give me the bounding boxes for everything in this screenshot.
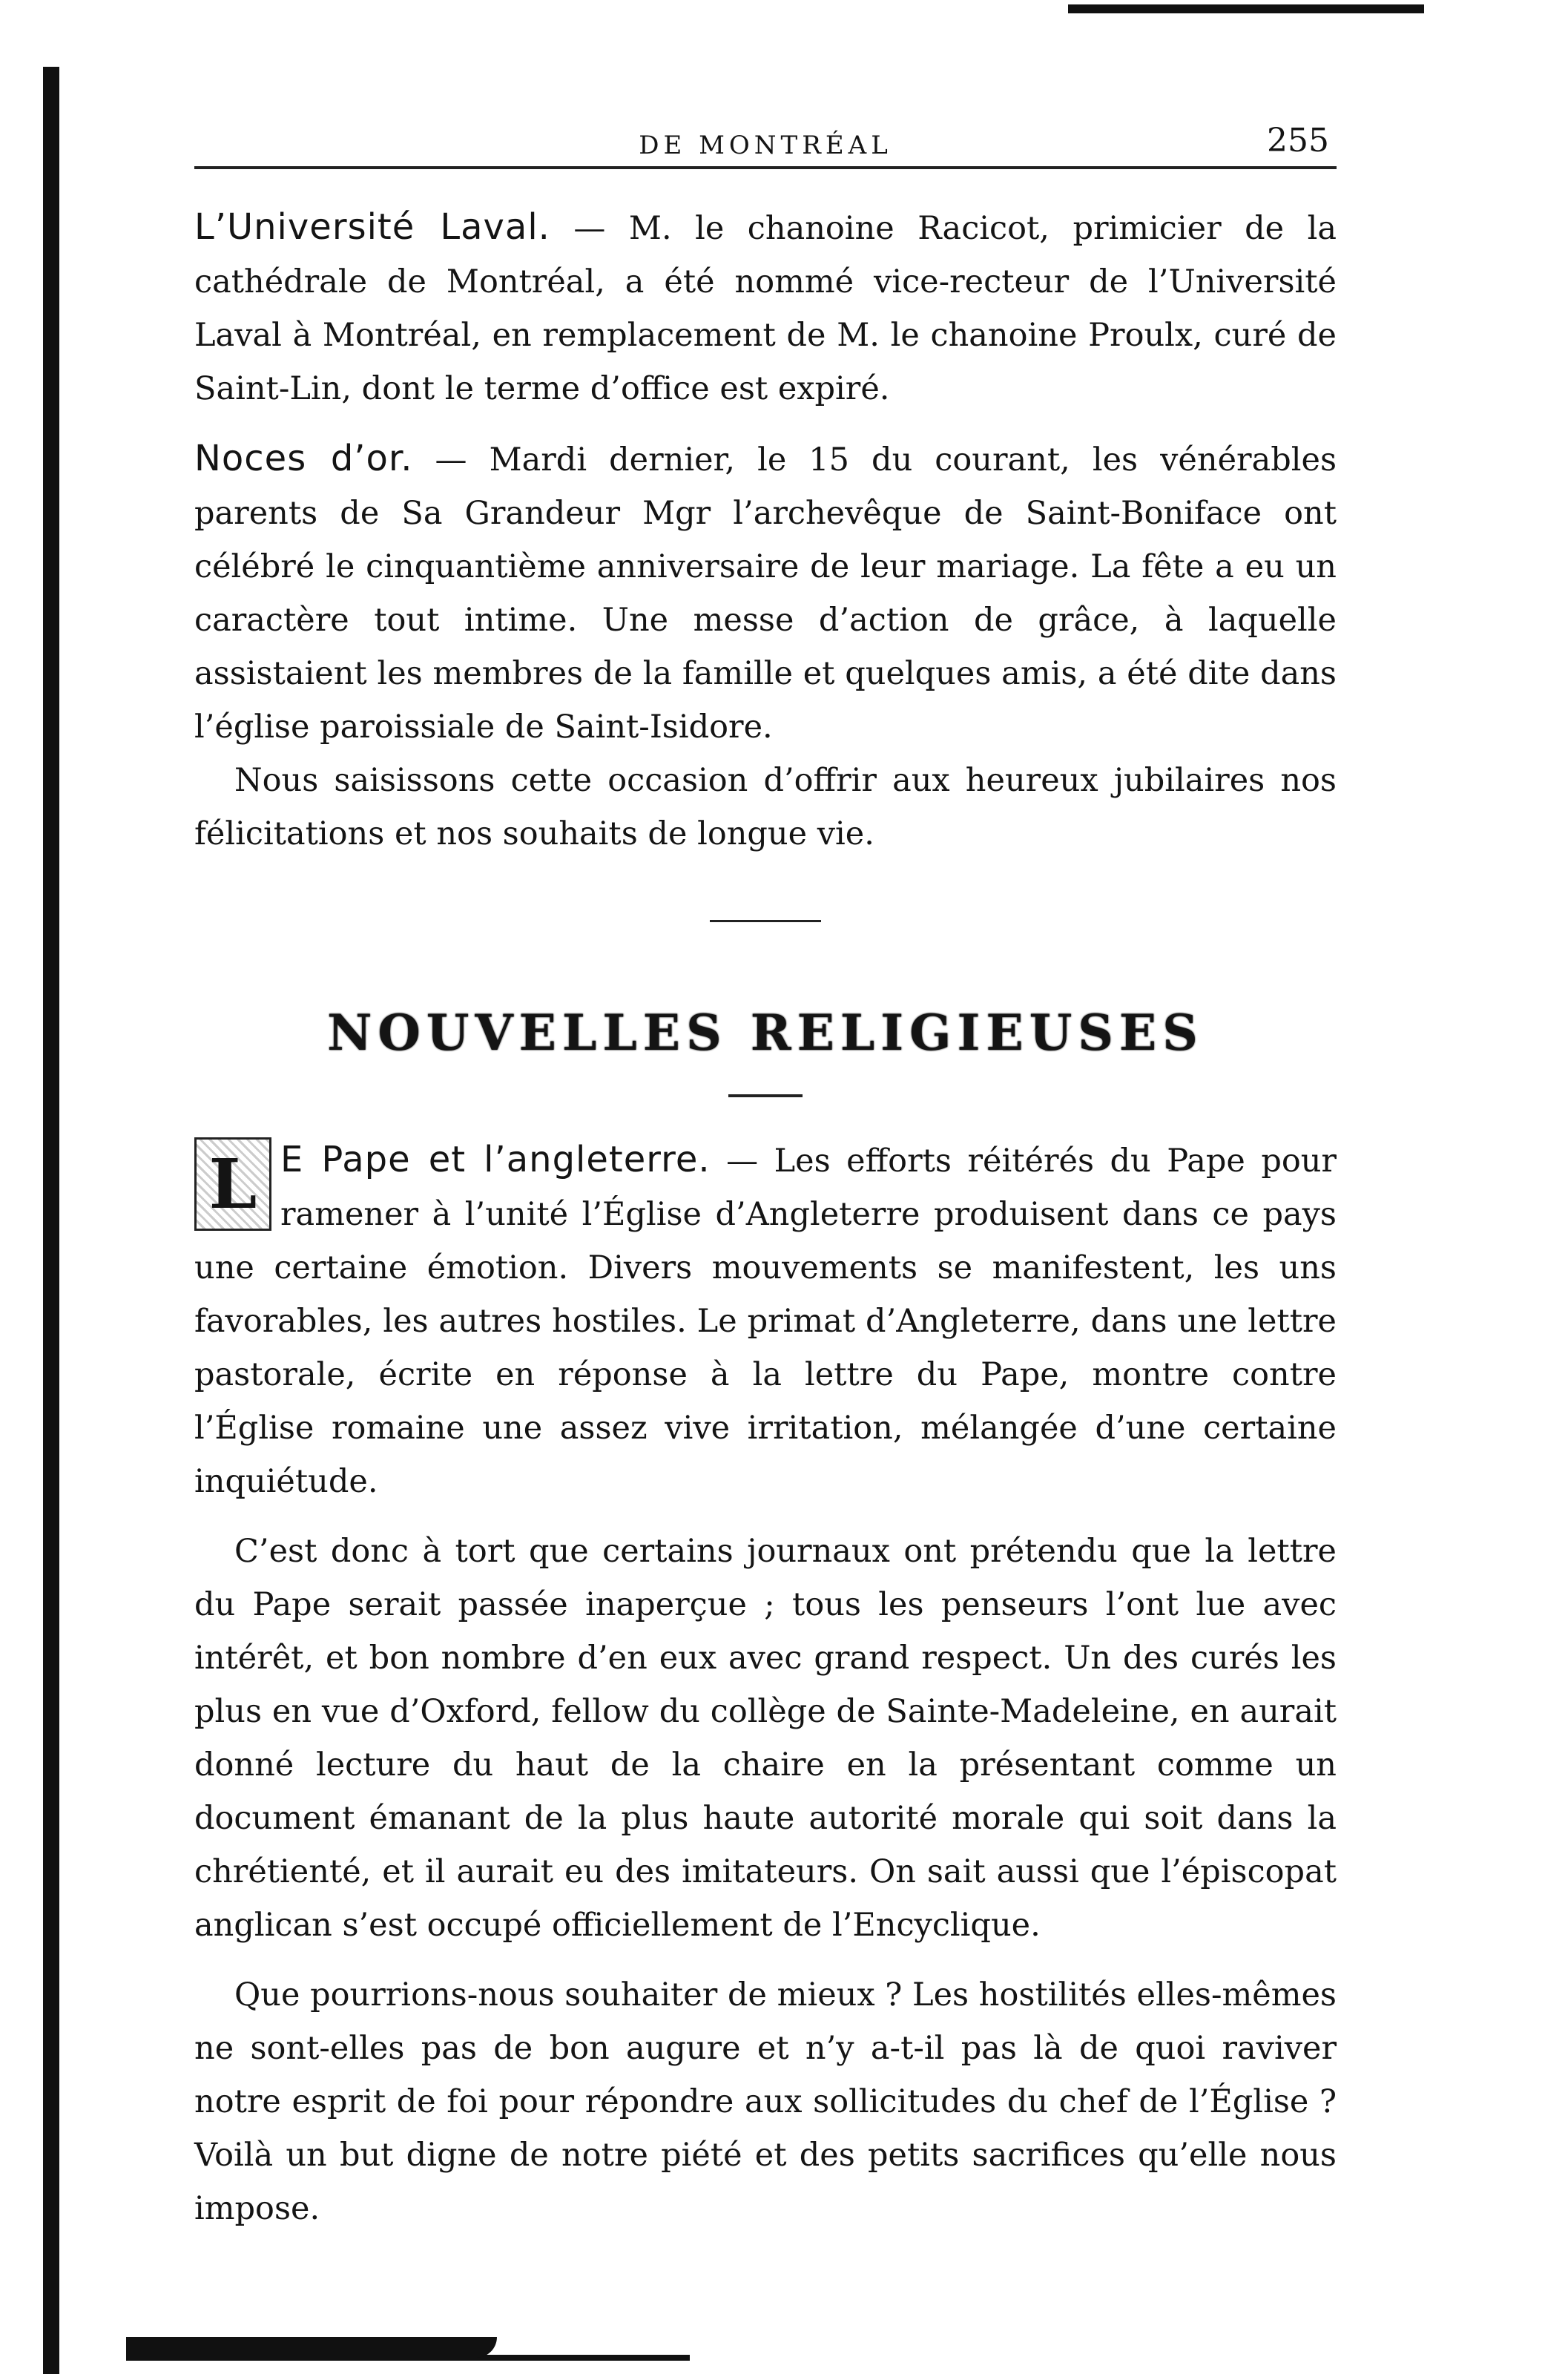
article-text: — Mardi dernier, le 15 du courant, les vénérables parents de Sa Grandeur Mgr l’archevêque de Saint-Boniface ont célébré le cinquantième anniversaire de leur mariage. La fête a eu un caractère tout intime. Une messe d’action de grâce, à laquelle assistaient les membres de la famille et quelques amis, a été dite dans l’église paroissiale de Saint-Isidore.	[194, 441, 1337, 746]
article-lead: L’Université Laval.	[194, 206, 550, 248]
dropcap-initial	[194, 1137, 271, 1231]
article-continuation: Nous saisissons cette occasion d’offrir aux heureux jubilaires nos félicitations et nos souhaits de longue vie.	[194, 762, 1337, 852]
article-noces-dor	[194, 432, 1337, 754]
section-heading: NOUVELLES RELIGIEUSES	[327, 1004, 1204, 1062]
section-divider	[710, 920, 821, 922]
page-number: 255	[1267, 122, 1329, 160]
scan-border-left	[43, 67, 59, 2374]
article-universite-laval	[194, 200, 1337, 415]
scan-border-bottom	[126, 2337, 690, 2367]
article-text: — Les efforts réitérés du Pape pour ramener à l’unité l’Église d’Angleterre produisent dans ce pays une certaine émotion. Divers mouvements se manifestent, les uns favorables, les autres hostiles. Le primat d’Angleterre, dans une lettre pastorale, écrite en réponse à la lettre du Pape, montre contre l’Église romaine une assez vive irritation, mélangée d’une certaine inquiétude.	[194, 1143, 1337, 1500]
scan-border-top	[1068, 4, 1424, 13]
article-text: — M. le chanoine Racicot, primicier de la cathédrale de Montréal, a été nommé vice-recteur de l’Université Laval à Montréal, en remplacement de M. le chanoine Proulx, curé de Saint-Lin, dont le terme d’office est expiré.	[194, 210, 1337, 407]
book-page	[194, 96, 1337, 2235]
heading-rule	[728, 1094, 803, 1097]
article-lead: Noces d’or.	[194, 438, 413, 479]
running-head	[194, 96, 1337, 160]
article-paragraph: Que pourrions-nous souhaiter de mieux ? Les hostilités elles-mêmes ne sont-elles pas de bon augure et n’y a-t-il pas là de quoi raviver notre esprit de foi pour répondre aux sollicitudes du chef de l’Église ? Voilà un but digne de notre piété et des petits sacrifices qu’elle nous impose.	[194, 1976, 1337, 2227]
article-lead: E Pape et l’angleterre.	[280, 1139, 711, 1180]
article-paragraph: C’est donc à tort que certains journaux ont prétendu que la lettre du Pape serait passée inaperçue ; tous les penseurs l’ont lue avec intérêt, et bon nombre d’en eux avec grand respect. Un des curés les plus en vue d’Oxford, fellow du collège de Sainte-Madeleine, en aurait donné lecture du haut de la chaire en la présentant comme un document émanant de la plus haute autorité morale qui soit dans la chrétienté, et il aurait eu des imitateurs. On sait aussi que l’épiscopat anglican s’est occupé officiellement de l’Encyclique.	[194, 1533, 1337, 1944]
article-pape-angleterre	[194, 1133, 1337, 1508]
running-title: DE MONTRÉAL	[639, 131, 892, 160]
header-rule	[194, 166, 1337, 169]
dropcap-letter: L	[208, 1144, 257, 1224]
